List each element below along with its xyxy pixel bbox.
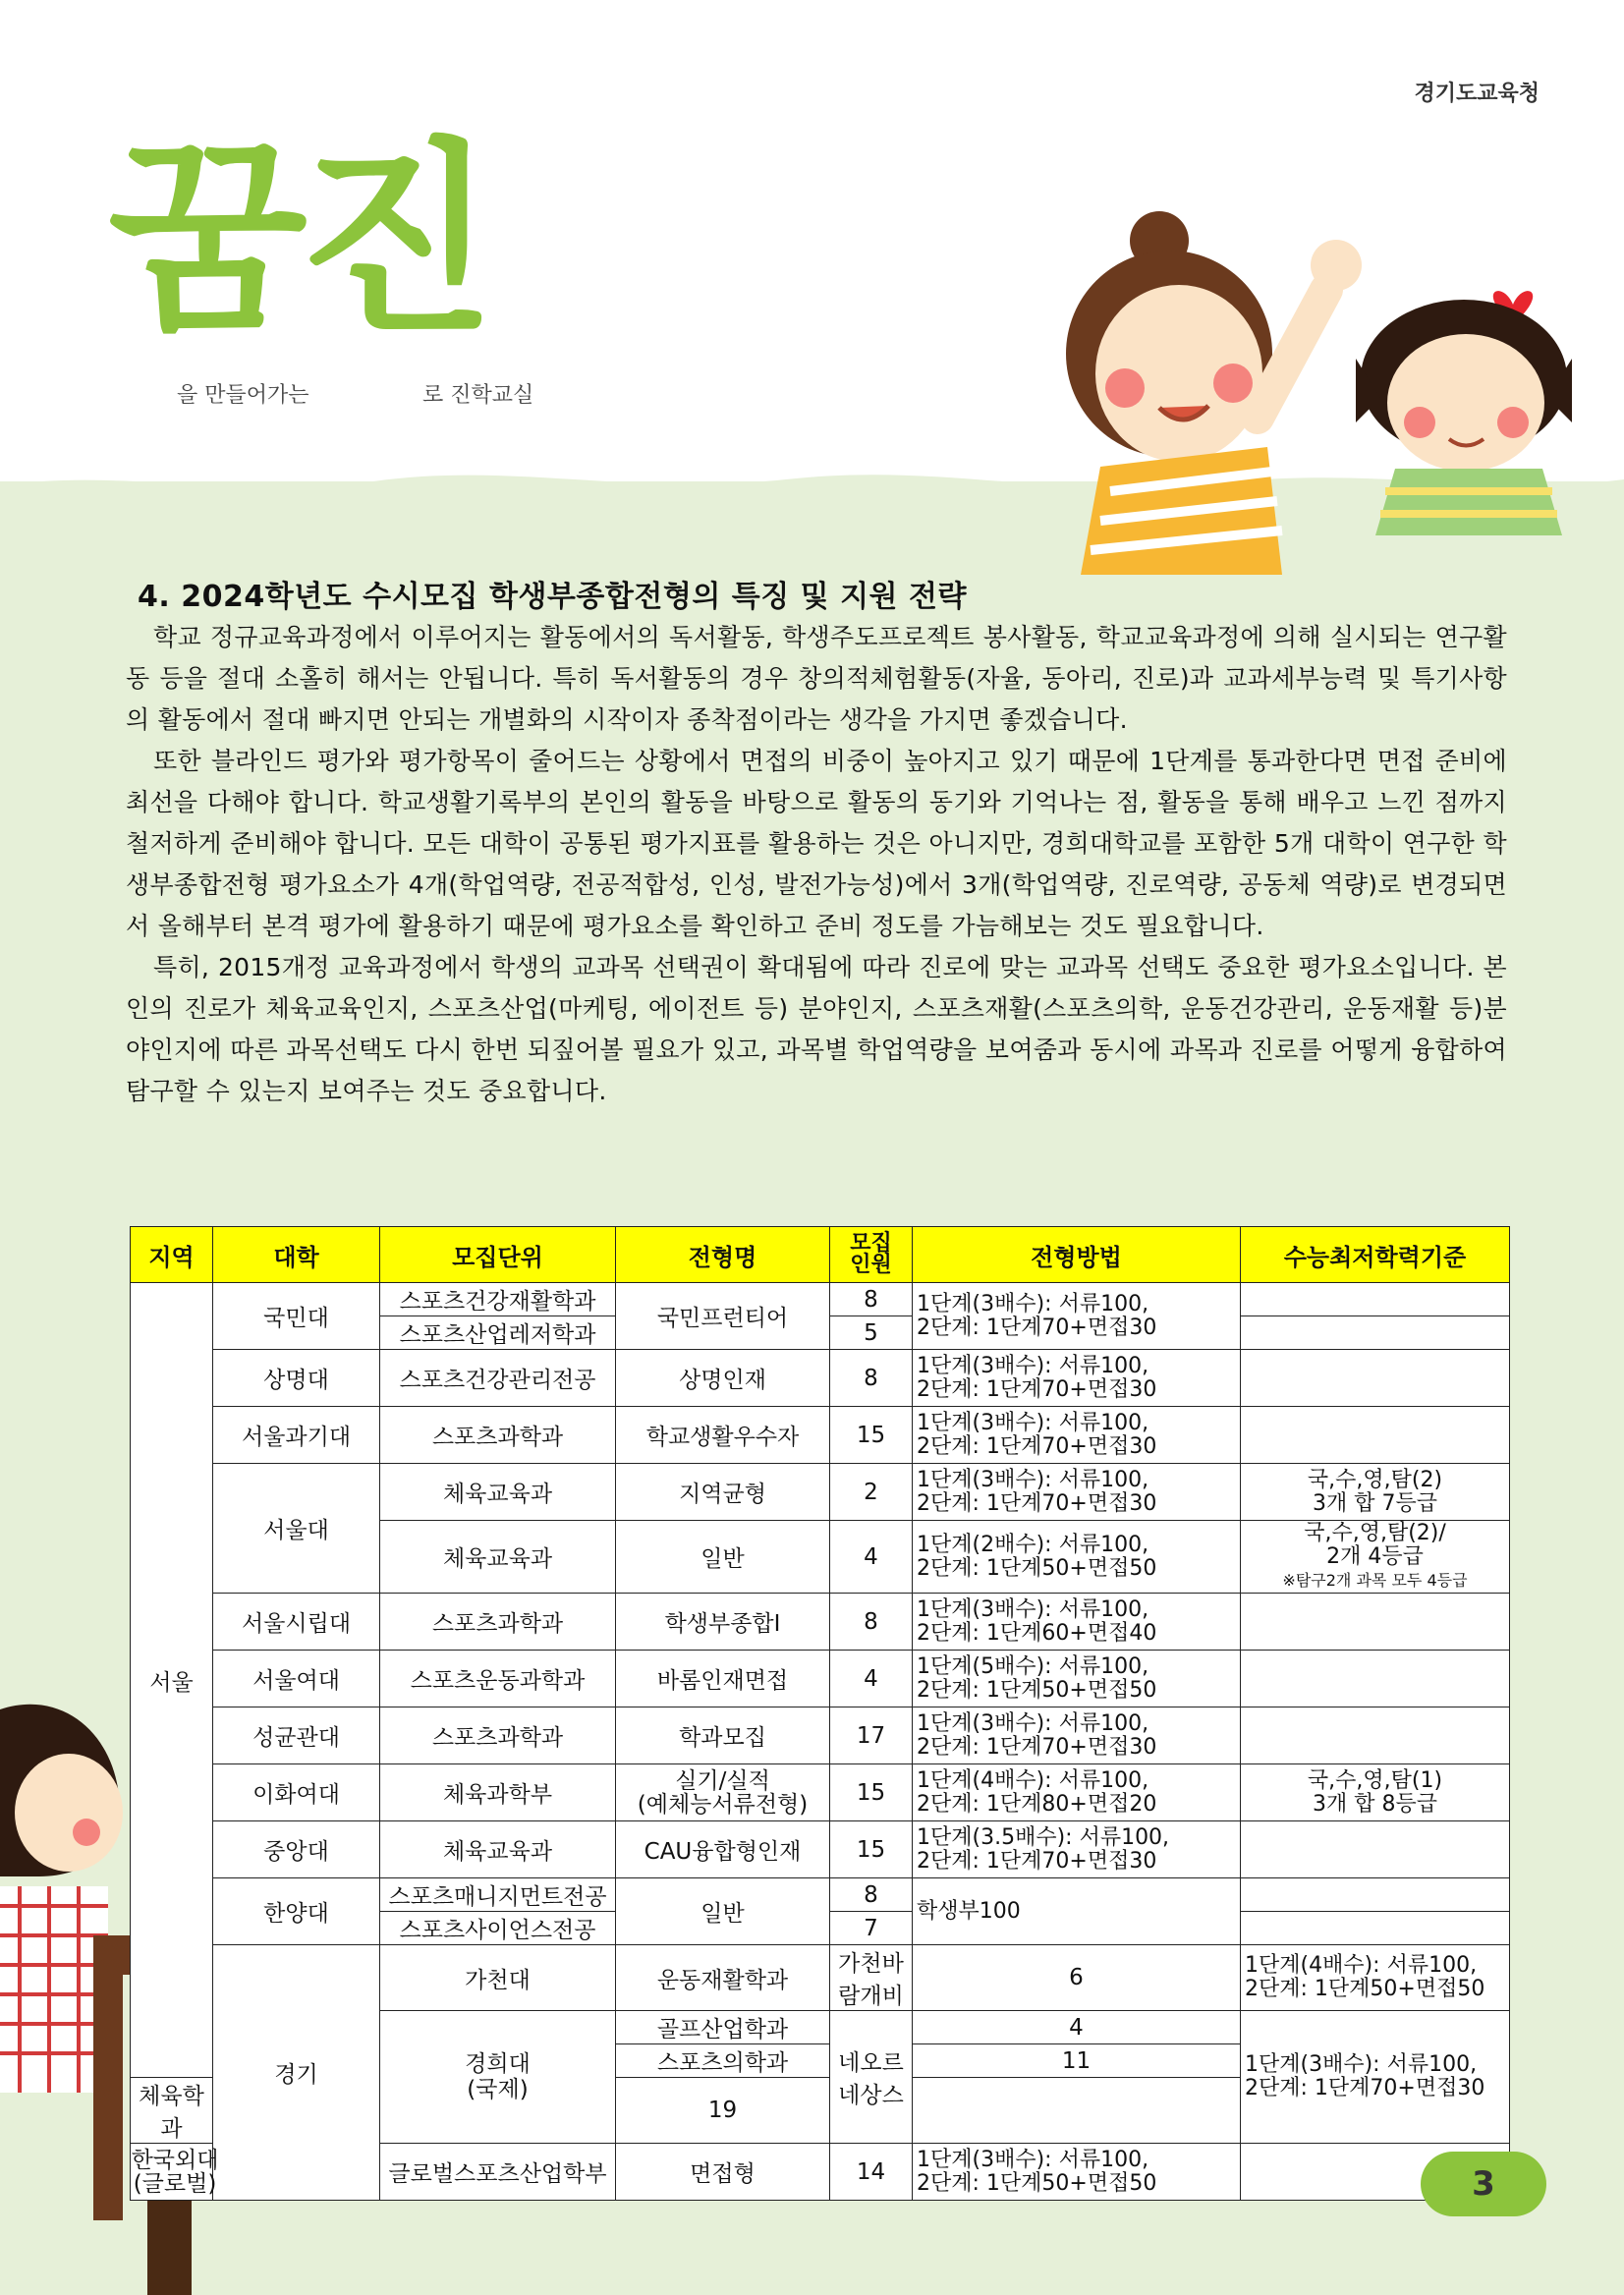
- table-row: [131, 1407, 1510, 1464]
- cell-quota: 19: [616, 2078, 830, 2144]
- cell-department: 스포츠의학과: [616, 2044, 830, 2078]
- paragraph: 학교 정규교육과정에서 이루어지는 활동에서의 독서활동, 학생주도프로젝트 봉사활동, 학교교육과정에 의해 실시되는 연구활동 등을 절대 소홀히 해서는 안됩니다. 특히 독서활동의 경우 창의적체험활동(자율, 동아리, 진로)과 교과세부능력 및 특기사항의 활동에서 절대 빠지면 안되는 개별화의 시작이자 종착점이라는 생각을 가지면 좋겠습니다.: [126, 623, 1507, 734]
- header-quota: [830, 1227, 913, 1283]
- cell-method: 1단계(2배수): 서류100, 2단계: 1단계50+면접50: [913, 1521, 1241, 1594]
- logo: [108, 120, 580, 452]
- cell-quota: 8: [830, 1594, 913, 1651]
- table-row: [131, 1821, 1510, 1878]
- table-row: [131, 1594, 1510, 1651]
- cell-admission-type: 가천바람개비: [830, 1945, 913, 2011]
- cell-method: 1단계(3배수): 서류100, 2단계: 1단계70+면접30: [913, 1464, 1241, 1521]
- cell-csat: [1241, 1350, 1510, 1407]
- cell-csat: [1241, 1707, 1510, 1764]
- cell-department: 운동재활학과: [616, 1945, 830, 2011]
- cell-csat: [913, 2078, 1241, 2144]
- cell-quota: 8: [830, 1350, 913, 1407]
- logo-sub-left: 을 만들어가는: [177, 383, 309, 408]
- cell-method: 1단계(5배수): 서류100, 2단계: 1단계50+면접50: [913, 1651, 1241, 1707]
- cell-region: 경기: [213, 1945, 380, 2201]
- cell-method: 1단계(3배수): 서류100, 2단계: 1단계70+면접30: [913, 1283, 1241, 1350]
- cell-method: 학생부100: [913, 1878, 1241, 1945]
- cell-quota: 11: [913, 2044, 1241, 2078]
- header-university: 대학: [213, 1227, 380, 1283]
- section-title: 4. 2024학년도 수시모집 학생부종합전형의 특징 및 지원 전략: [138, 580, 967, 614]
- cell-csat: [1241, 1316, 1510, 1350]
- cell-department: 체육교육과: [380, 1821, 616, 1878]
- cell-department: 스포츠건강관리전공: [380, 1350, 616, 1407]
- header-department: 모집단위: [380, 1227, 616, 1283]
- cell-university: 서울과기대: [213, 1407, 380, 1464]
- cell-department: 스포츠건강재활학과: [380, 1283, 616, 1316]
- cell-csat: [1241, 1651, 1510, 1707]
- header-region: 지역: [131, 1227, 213, 1283]
- cell-quota: 15: [830, 1764, 913, 1821]
- cell-method: 1단계(3배수): 서류100, 2단계: 1단계50+면접50: [913, 2144, 1241, 2201]
- cell-university: 서울여대: [213, 1651, 380, 1707]
- cell-admission-type: 일반: [616, 1878, 830, 1945]
- body-text: [126, 617, 1507, 1112]
- cell-university: 이화여대: [213, 1764, 380, 1821]
- cell-department: 스포츠과학과: [380, 1707, 616, 1764]
- cell-method: 1단계(3배수): 서류100, 2단계: 1단계60+면접40: [913, 1594, 1241, 1651]
- cell-university: 서울시립대: [213, 1594, 380, 1651]
- cell-university: 중앙대: [213, 1821, 380, 1878]
- table-row: [131, 1878, 1510, 1912]
- cell-admission-type: 국민프런티어: [616, 1283, 830, 1350]
- cell-quota: 7: [830, 1912, 913, 1945]
- cell-university: [380, 2011, 616, 2144]
- header-admission-type: 전형명: [616, 1227, 830, 1283]
- cell-method: 1단계(3배수): 서류100, 2단계: 1단계70+면접30: [1241, 2011, 1510, 2144]
- cell-admission-type: CAU융합형인재: [616, 1821, 830, 1878]
- cell-university: 국민대: [213, 1283, 380, 1350]
- university-name: 경희대(국제): [465, 2051, 531, 2102]
- paragraph: 특히, 2015개정 교육과정에서 학생의 교과목 선택권이 확대됨에 따라 진로에 맞는 교과목 선택도 중요한 평가요소입니다. 본인의 진로가 체육교육인지, 스포츠산업(마케팅, 에이전트 등) 분야인지, 스포츠재활(스포츠의학, 운동건강관리, 운동재활 등)분야인지에 따른 과목선택도 다시 한번 되짚어볼 필요가 있고, 과목별 학업역량을 보여줌과 동시에 과목과 진로를 어떻게 융합하여 탐구할 수 있는지 보여주는 것도 중요합니다.: [126, 953, 1507, 1105]
- cell-method: 1단계(3배수): 서류100, 2단계: 1단계70+면접30: [913, 1707, 1241, 1764]
- cell-university: 서울대: [213, 1464, 380, 1594]
- cell-csat: [1241, 1878, 1510, 1912]
- publisher-name: 경기도교육청: [1414, 82, 1540, 106]
- table-row: [131, 1707, 1510, 1764]
- cell-region: 서울: [131, 1283, 213, 2078]
- cell-department: 스포츠사이언스전공: [380, 1912, 616, 1945]
- cell-department: 글로벌스포츠산업학부: [380, 2144, 616, 2201]
- cell-admission-type: 실기/실적 (예체능서류전형): [616, 1764, 830, 1821]
- cell-quota: 14: [830, 2144, 913, 2201]
- cell-university: 한양대: [213, 1878, 380, 1945]
- logo-text: 꿈진: [108, 120, 487, 361]
- cell-department: 골프산업학과: [616, 2011, 830, 2044]
- cell-university: 상명대: [213, 1350, 380, 1407]
- paragraph: 또한 블라인드 평가와 평가항목이 줄어드는 상황에서 면접의 비중이 높아지고 있기 때문에 1단계를 통과한다면 면접 준비에 최선을 다해야 합니다. 학교생활기록부의 본인의 활동을 바탕으로 활동의 동기와 기억나는 점, 활동을 통해 배우고 느낀 점까지 철저하게 준비해야 합니다. 모든 대학이 공통된 평가지표를 활용하는 것은 아니지만, 경희대학교를 포함한 5개 대학이 연구한 학생부종합전형 평가요소가 4개(학업역량, 전공적합성, 인성, 발전가능성)에서 3개(학업역량, 진로역량, 공동체 역량)로 변경되면서 올해부터 본격 평가에 활용하기 때문에 평가요소를 확인하고 준비 정도를 가늠해보는 것도 필요합니다.: [126, 747, 1507, 940]
- cell-quota: 15: [830, 1407, 913, 1464]
- cell-csat: 국,수,영,탐(1) 3개 합 8등급: [1241, 1764, 1510, 1821]
- cell-department: 스포츠과학과: [380, 1407, 616, 1464]
- csat-note: ※탐구2개 과목 모두 4등급: [1282, 1570, 1468, 1590]
- cell-admission-type: 학생부종합I: [616, 1594, 830, 1651]
- cell-csat: [1241, 1521, 1510, 1594]
- cell-university: [131, 2144, 219, 2201]
- table-row: [131, 1350, 1510, 1407]
- cell-department: 스포츠매니지먼트전공: [380, 1878, 616, 1912]
- cell-department: 스포츠과학과: [380, 1594, 616, 1651]
- table-header-row: [131, 1227, 1510, 1283]
- header-quota-text: 모집인원: [850, 1231, 892, 1277]
- cell-admission-type: 면접형: [616, 2144, 830, 2201]
- kids-illustration: [1041, 211, 1592, 575]
- header-method: 전형방법: [913, 1227, 1241, 1283]
- cell-quota: 17: [830, 1707, 913, 1764]
- cell-csat: [1241, 1912, 1510, 1945]
- cell-department: 체육교육과: [380, 1464, 616, 1521]
- cell-admission-type: 네오르네상스: [830, 2011, 913, 2144]
- cell-department: 스포츠산업레저학과: [380, 1316, 616, 1350]
- cell-csat: [1241, 1283, 1510, 1316]
- cell-method: 1단계(4배수): 서류100, 2단계: 1단계80+면접20: [913, 1764, 1241, 1821]
- cell-csat: [1241, 1594, 1510, 1651]
- cell-quota: 8: [830, 1283, 913, 1316]
- cell-quota: 4: [830, 1521, 913, 1594]
- cell-quota: 5: [830, 1316, 913, 1350]
- table-row: [131, 1651, 1510, 1707]
- header-csat: 수능최저학력기준: [1241, 1227, 1510, 1283]
- cell-admission-type: 상명인재: [616, 1350, 830, 1407]
- cell-admission-type: 학과모집: [616, 1707, 830, 1764]
- cell-admission-type: 바롬인재면접: [616, 1651, 830, 1707]
- cell-admission-type: 일반: [616, 1521, 830, 1594]
- university-name: 한국외대(글로벌): [131, 2147, 219, 2197]
- cell-university: 성균관대: [213, 1707, 380, 1764]
- cell-method: 1단계(3배수): 서류100, 2단계: 1단계70+면접30: [913, 1350, 1241, 1407]
- cell-admission-type: 학교생활우수자: [616, 1407, 830, 1464]
- cell-method: 1단계(3배수): 서류100, 2단계: 1단계70+면접30: [913, 1407, 1241, 1464]
- cell-quota: 4: [913, 2011, 1241, 2044]
- cell-quota: 6: [913, 1945, 1241, 2011]
- cell-quota: 4: [830, 1651, 913, 1707]
- cell-csat: 국,수,영,탐(2) 3개 합 7등급: [1241, 1464, 1510, 1521]
- table-row: [131, 1945, 1510, 2011]
- page-number: 3: [1421, 2152, 1546, 2216]
- table-row: [131, 1283, 1510, 1316]
- cell-csat: [1241, 1821, 1510, 1878]
- cell-department: 체육교육과: [380, 1521, 616, 1594]
- cell-method: 1단계(3.5배수): 서류100, 2단계: 1단계70+면접30: [913, 1821, 1241, 1878]
- cell-quota: 15: [830, 1821, 913, 1878]
- admission-table: [130, 1226, 1510, 2201]
- logo-sub-right: 로 진학교실: [422, 383, 534, 408]
- cell-university: 가천대: [380, 1945, 616, 2011]
- cell-department: 스포츠운동과학과: [380, 1651, 616, 1707]
- csat-text: 국,수,영,탐(2)/ 2개 4등급: [1304, 1520, 1446, 1569]
- table-row: [131, 1464, 1510, 1521]
- cell-quota: 8: [830, 1878, 913, 1912]
- cell-admission-type: 지역균형: [616, 1464, 830, 1521]
- cell-csat: [1241, 1407, 1510, 1464]
- table-row: [131, 1764, 1510, 1821]
- cell-department: 체육학과: [131, 2078, 213, 2144]
- cell-method: 1단계(4배수): 서류100, 2단계: 1단계50+면접50: [1241, 1945, 1510, 2011]
- cell-quota: 2: [830, 1464, 913, 1521]
- cell-department: 체육과학부: [380, 1764, 616, 1821]
